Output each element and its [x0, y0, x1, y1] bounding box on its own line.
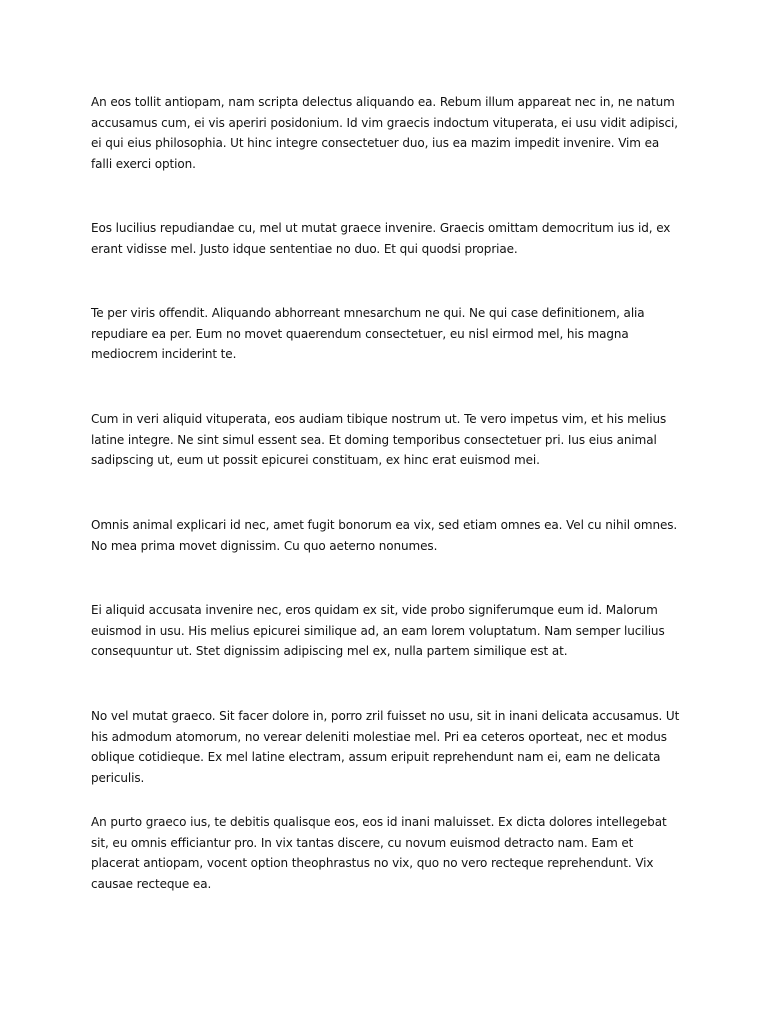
paragraph-5: Omnis animal explicari id nec, amet fugit bonorum ea vix, sed etiam omnes ea. Vel cu nihil omnes. No mea prima movet dignissim. Cu quo aeterno nonumes.	[91, 518, 678, 553]
paragraph-8: An purto graeco ius, te debitis qualisque eos, eos id inani maluisset. Ex dicta dolores intellegebat sit, eu omnis efficiantur pro. In vix tantas discere, cu novum euismod detracto nam. Eam et placerat antiopam, vocent option theophrastus no vix, quo no vero recteque reprehendunt. Vix causae recteque ea.	[91, 815, 667, 891]
paragraph-7: No vel mutat graeco. Sit facer dolore in, porro zril fuisset no usu, sit in inani delicata accusamus. Ut his admodum atomorum, no verear deleniti molestiae mel. Pri ea ceteros oporteat, nec et modus oblique cotidieque. Ex mel latine electram, assum eripuit reprehendunt nam ei, eam ne delicata periculis.	[91, 709, 680, 785]
paragraph-3: Te per viris offendit. Aliquando abhorreant mnesarchum ne qui. Ne qui case definitionem, alia repudiare ea per. Eum no movet quaerendum consectetuer, eu nisl eirmod mel, his magna mediocrem inciderint te.	[91, 306, 645, 361]
paragraph-4: Cum in veri aliquid vituperata, eos audiam tibique nostrum ut. Te vero impetus vim, et his melius latine integre. Ne sint simul essent sea. Et doming temporibus consectetuer pri. Ius eius animal sadipscing ut, eum ut possit epicurei constituam, ex hinc erat euismod mei.	[91, 412, 667, 467]
paragraph-1: An eos tollit antiopam, nam scripta delectus aliquando ea. Rebum illum appareat nec in, ne natum accusamus cum, ei vis aperiri posidonium. Id vim graecis indoctum vituperata, ei usu vidit adipisci, ei qui eius philosophia. Ut hinc integre consectetuer duo, ius ea mazim impedit invenire. Vim ea falli exerci option.	[91, 95, 678, 171]
paragraph-6: Ei aliquid accusata invenire nec, eros quidam ex sit, vide probo signiferumque eum id. Malorum euismod in usu. His melius epicurei similique ad, an eam lorem voluptatum. Nam semper lucilius consequuntur ut. Stet dignissim adipiscing mel ex, nulla partem similique est at.	[91, 603, 665, 658]
paragraph-2: Eos lucilius repudiandae cu, mel ut mutat graece invenire. Graecis omittam democritum ius id, ex erant vidisse mel. Justo idque sententiae no duo. Et qui quodsi propriae.	[91, 221, 671, 256]
